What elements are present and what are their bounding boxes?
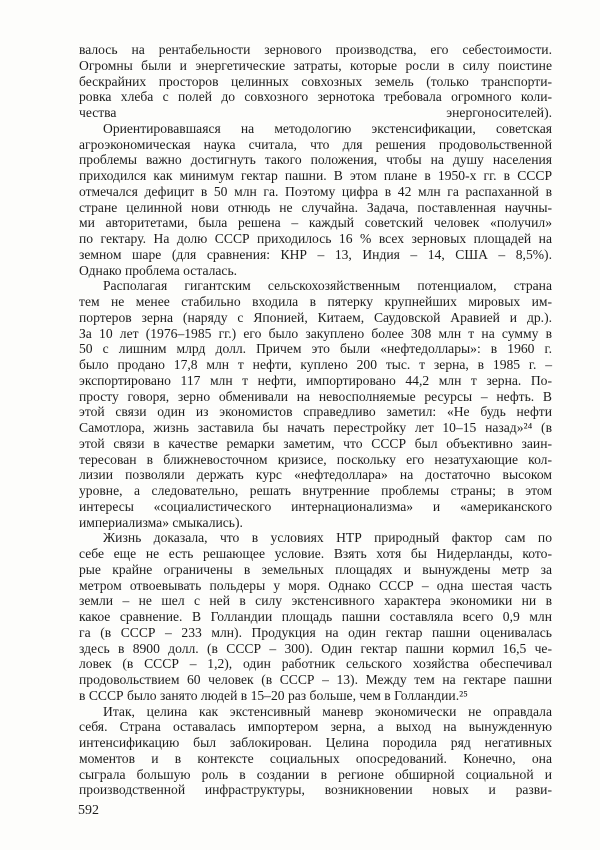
text-line: земном шаре (для сравнения: КНР – 13, Индия – 14, США – 8,5%).: [79, 246, 552, 262]
text-line: было продано 17,8 млн т нефти, куплено 200 тыс. т зерна, в 1985 г. –: [79, 357, 552, 372]
text-line: валось на рентабельности зернового производства, его себестоимости.: [79, 42, 552, 57]
text-line: портеров зерна (наряду с Японией, Китаем, Саудовской Аравией и др.).: [79, 309, 552, 325]
text-line: интересы «социалистического интернационализма» и «американского: [79, 498, 552, 514]
paragraph: [79, 42, 552, 121]
text-line: га (в СССР – 233 млн). Продукция на один гектар пашни оценивалась: [79, 624, 552, 640]
text-line: экспортировано 117 млн т нефти, импортировано 44,2 млн т зерна. По-: [79, 372, 552, 388]
page-body-text: [79, 42, 552, 798]
text-line: Жизнь доказала, что в условиях НТР природный фактор сам по: [103, 530, 552, 546]
text-line: себе еще не есть решающее условие. Взять хотя бы Нидерланды, кото-: [79, 546, 552, 561]
text-line: Однако проблема осталась.: [79, 262, 238, 278]
text-line: чества энергоносителей).: [79, 105, 552, 120]
text-line: Огромны были и энергетические затраты, которые росли в силу поистине: [79, 57, 552, 73]
text-line: здесь в 8900 долл. (в СССР – 300). Один гектар пашни кормил 16,5 че-: [79, 640, 552, 656]
text-line: уровне, а следовательно, решать внутренние проблемы страны; в этом: [79, 483, 552, 498]
text-line: стране целинной нови отнюдь не случайна. Задача, поставленная научны-: [79, 199, 552, 215]
page-number: 592: [78, 803, 99, 818]
text-line: метром отвоевывать польдеры у моря. Однако СССР – одна шестая часть: [79, 577, 552, 593]
text-line: производственной инфраструктуры, возникновении новых и разви-: [79, 782, 552, 798]
text-line: бескрайних просторов целинных совхозных земель (только транспорти-: [79, 73, 552, 89]
text-line: ровка хлеба с полей до совхозного зернотока требовала огромного коли-: [79, 89, 552, 105]
text-line: отмечался дефицит в 50 млн га. Поэтому цифра в 42 млн га распаханной в: [79, 183, 552, 199]
text-line: земли – не шел с ней в силу экстенсивного характера экономики ни в: [79, 593, 552, 609]
text-line: приходился как минимум гектар пашни. В этом плане в 1950-х гг. в СССР: [79, 168, 552, 183]
text-line: просту говоря, зерно обменивали на невосполняемые ресурсы – нефть. В: [79, 388, 552, 404]
text-line: продовольствием 60 человек (в СССР – 13). Между тем на гектаре пашни: [79, 672, 552, 687]
text-line: империализма» смыкались).: [79, 514, 243, 530]
text-line: по гектару. На долю СССР приходилось 16 % всех зерновых площадей на: [79, 231, 552, 246]
text-line: Самотлора, жизнь заставила бы начать перестройку лет 10–15 назад»²⁴ (в: [79, 420, 552, 435]
text-line: 50 с лишним млрд долл. Причем это были «нефтедоллары»: в 1960 г.: [79, 341, 552, 357]
text-line: ловек (в СССР – 1,2), один работник сельского хозяйства обеспечивал: [79, 656, 552, 672]
text-line: рые крайне ограничены в земельных площадях и вынуждены метр за: [79, 561, 552, 577]
paragraph: [79, 121, 552, 279]
text-line: Располагая гигантским сельскохозяйственным потенциалом, страна: [103, 278, 552, 294]
text-line: себя. Страна оставалась импортером зерна, а выход на вынужденную: [79, 719, 552, 735]
text-line: сыграла большую роль в создании в регионе обширной социальной и: [79, 766, 552, 782]
text-line: интенсификацию был заблокирован. Целина породила ряд негативных: [79, 735, 552, 750]
text-line: За 10 лет (1976–1985 гг.) его было закуплено более 308 млн т на сумму в: [79, 325, 552, 341]
text-line: ми авторитетами, была решена – каждый советский человек «получил»: [79, 215, 552, 231]
text-line: какое сравнение. В Голландии площадь пашни составляла всего 0,9 млн: [79, 609, 552, 624]
text-line: моментов и в контексте социальных опосредований. Конечно, она: [79, 750, 552, 766]
text-line: лизии позволяли держать курс «нефтедоллара» на достаточно высоком: [79, 467, 552, 483]
paragraph: [79, 530, 552, 703]
text-line: тересован в ближневосточном кризисе, поскольку его незатухающие кол-: [79, 451, 552, 467]
text-line: проблемы важно достигнуть такого положения, чтобы на душу населения: [79, 152, 552, 168]
text-line: в СССР было занято людей в 15–20 раз больше, чем в Голландии.²⁵: [79, 687, 468, 703]
paragraph: [79, 278, 552, 530]
text-line: Итак, целина как экстенсивный маневр экономически не оправдала: [103, 703, 552, 719]
text-line: агроэкономическая наука считала, что для решения продовольственной: [79, 136, 552, 152]
text-line: Ориентировавшаяся на методологию экстенсификации, советская: [103, 120, 552, 136]
text-line: этой связи в качестве ремарки заметим, что СССР был объективно заин-: [79, 435, 552, 451]
text-line: тем не менее стабильно входила в пятерку крупнейших мировых им-: [79, 294, 552, 309]
text-line: этой связи один из экономистов справедливо заметил: «Не будь нефти: [79, 404, 552, 420]
paragraph: [79, 704, 552, 799]
